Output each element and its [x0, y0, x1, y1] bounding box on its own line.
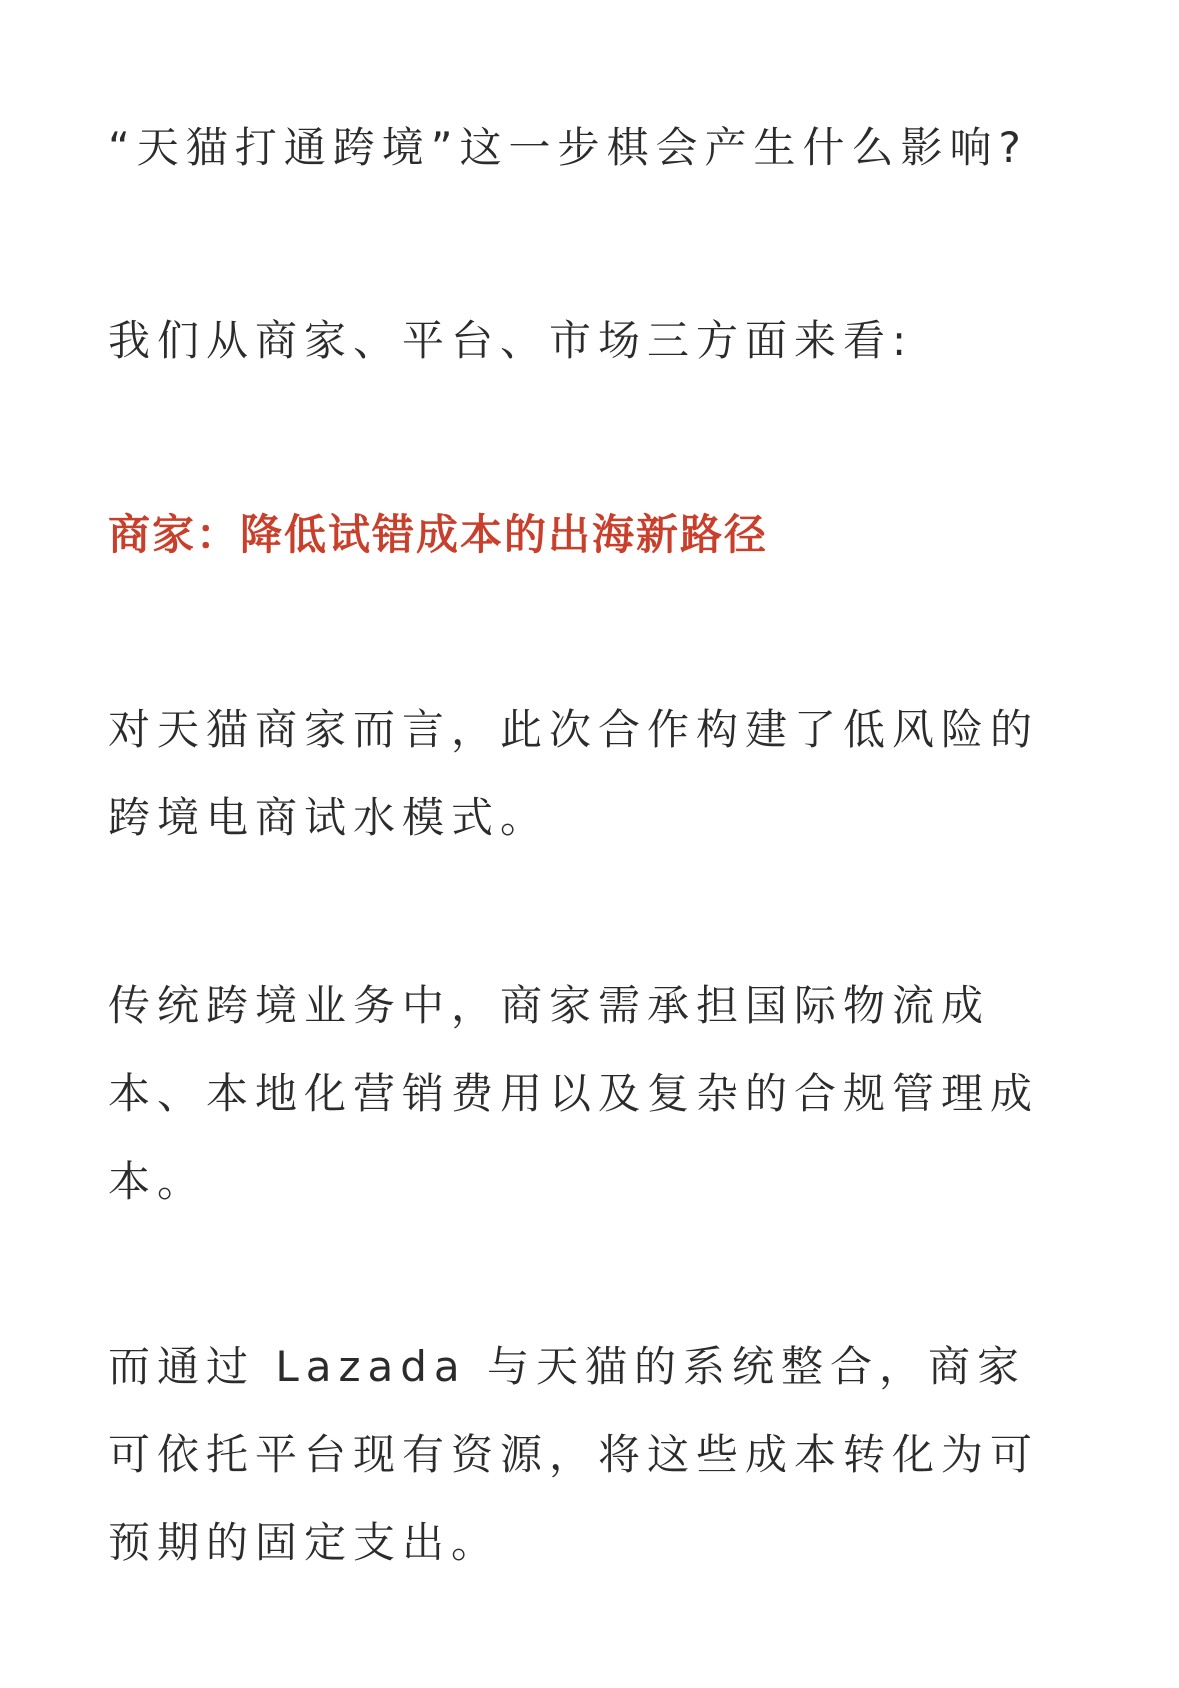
intro-paragraph: 我们从商家、平台、市场三方面来看:	[108, 316, 914, 365]
section-heading: 商家：降低试错成本的出海新路径	[108, 510, 769, 559]
body-paragraph-3: 而通过 Lazada 与天猫的系统整合，商家可依托平台现有资源，将这些成本转化为可预期的固定支出。	[108, 1342, 1040, 1567]
body-paragraph-1: 对天猫商家而言，此次合作构建了低风险的跨境电商试水模式。	[108, 705, 1040, 842]
body-paragraph-2: 传统跨境业务中，商家需承担国际物流成本、本地化营销费用以及复杂的合规管理成本。	[108, 981, 1040, 1206]
question-paragraph: “天猫打通跨境”这一步棋会产生什么影响?	[108, 123, 1028, 172]
